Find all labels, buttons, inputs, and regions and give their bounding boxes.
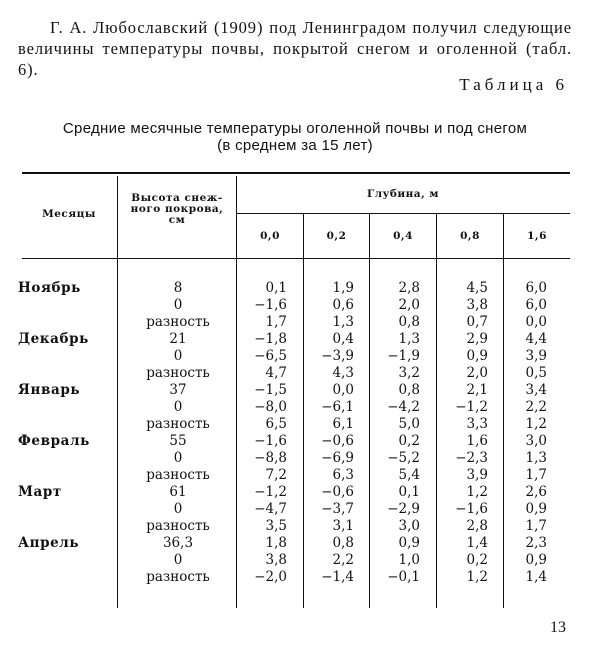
temp-cell: 0,9: [466, 348, 488, 364]
temp-cell: 0,8: [398, 382, 420, 398]
snow-cell: разность: [146, 314, 210, 330]
temp-cell: 2,0: [466, 365, 488, 381]
month-cell: [18, 399, 118, 416]
temp-cell: −0,1: [387, 569, 420, 585]
temp-cell: 3,2: [398, 365, 420, 381]
table-top-rule: [22, 172, 570, 174]
temp-cell: 1,8: [265, 535, 287, 551]
temp-cell: 7,2: [265, 467, 287, 483]
temp-cell: 0,9: [525, 552, 547, 568]
month-cell: Февраль: [18, 433, 90, 449]
snow-cell: 8: [173, 280, 183, 296]
temp-cell: −2,9: [387, 501, 420, 517]
temp-cell: 2,8: [466, 518, 488, 534]
temp-cell: 1,2: [466, 569, 488, 585]
month-cell: [18, 416, 118, 433]
temp-cell: 0,6: [332, 297, 354, 313]
temp-cell: −1,2: [254, 484, 287, 500]
temp-cell: 0,1: [265, 280, 287, 296]
temp-cell: −0,6: [321, 433, 354, 449]
temp-cell: 4,5: [466, 280, 488, 296]
month-cell: Декабрь: [18, 331, 89, 347]
table-label: Таблица 6: [459, 75, 568, 94]
snow-cell: 61: [169, 484, 187, 500]
month-cell: [18, 365, 118, 382]
temp-cell: 3,8: [466, 297, 488, 313]
caption-line-2: (в среднем за 15 лет): [217, 137, 373, 154]
temp-cell: −3,9: [321, 348, 354, 364]
temp-cell: −3,7: [321, 501, 354, 517]
snow-cell: разность: [146, 518, 210, 534]
month-cell: [18, 450, 118, 467]
temp-cell: 1,6: [466, 433, 488, 449]
temp-cell: 1,7: [265, 314, 287, 330]
depth-header-rule: [236, 213, 570, 214]
month-cell: Март: [18, 484, 62, 500]
temp-cell: 3,0: [525, 433, 547, 449]
temp-cell: 6,3: [332, 467, 354, 483]
temp-cell: 2,3: [525, 535, 547, 551]
depth-0-column: [237, 280, 287, 586]
temp-cell: 2,8: [398, 280, 420, 296]
temp-cell: −4,7: [254, 501, 287, 517]
temp-cell: 3,9: [466, 467, 488, 483]
temp-cell: 1,0: [398, 552, 420, 568]
month-cell: [18, 501, 118, 518]
temp-cell: −1,9: [387, 348, 420, 364]
temp-cell: 3,5: [265, 518, 287, 534]
month-cell: [18, 348, 118, 365]
month-cell: [18, 569, 118, 586]
temp-cell: 0,9: [525, 501, 547, 517]
temp-cell: −1,5: [254, 382, 287, 398]
header-depth-1: 0,2: [326, 230, 347, 242]
temp-cell: −1,6: [254, 433, 287, 449]
temp-cell: 2,6: [525, 484, 547, 500]
page-number: 13: [550, 619, 566, 636]
temp-cell: 1,3: [525, 450, 547, 466]
snow-cell: 0: [173, 348, 183, 364]
temp-cell: 2,2: [525, 399, 547, 415]
snow-cell: разность: [146, 569, 210, 585]
temp-cell: −8,8: [254, 450, 287, 466]
header-bottom-rule: [22, 258, 570, 259]
month-cell: Апрель: [18, 535, 80, 551]
month-cell: Ноябрь: [18, 280, 81, 296]
month-column: [18, 280, 118, 586]
temp-cell: 2,0: [398, 297, 420, 313]
temp-cell: 1,2: [525, 416, 547, 432]
temp-cell: −1,6: [455, 501, 488, 517]
temp-cell: 1,4: [525, 569, 547, 585]
temp-cell: 1,3: [332, 314, 354, 330]
temp-cell: −1,4: [321, 569, 354, 585]
header-months: Месяцы: [42, 208, 96, 220]
header-depth-2: 0,4: [393, 230, 413, 242]
temp-cell: 4,7: [265, 365, 287, 381]
temp-cell: 0,2: [466, 552, 488, 568]
header-depth: Глубина, м: [366, 188, 440, 200]
temp-cell: 0,5: [525, 365, 547, 381]
snow-cell: 0: [173, 552, 183, 568]
temp-cell: 3,1: [332, 518, 354, 534]
snow-cell: разность: [146, 416, 210, 432]
temp-cell: 0,8: [332, 535, 354, 551]
header-snow-depth: Высота снеж- ного покрова, см: [130, 192, 224, 226]
temp-cell: −8,0: [254, 399, 287, 415]
temp-cell: 6,5: [265, 416, 287, 432]
temp-cell: 1,3: [398, 331, 420, 347]
depth-2-column: [370, 280, 420, 586]
header-depth-3: 0,8: [460, 230, 480, 242]
table-caption: [0, 120, 590, 154]
temp-cell: 2,9: [466, 331, 488, 347]
snow-cell: 21: [169, 331, 187, 347]
temp-cell: 2,1: [466, 382, 488, 398]
snow-cell: разность: [146, 365, 210, 381]
month-cell: [18, 314, 118, 331]
temp-cell: −6,1: [321, 399, 354, 415]
temp-cell: 0,7: [466, 314, 488, 330]
temp-cell: −1,8: [254, 331, 287, 347]
month-cell: [18, 552, 118, 569]
temp-cell: 0,2: [398, 433, 420, 449]
header-depth-0: 0,0: [260, 230, 280, 242]
snow-cell: 0: [173, 399, 183, 415]
temp-cell: 3,3: [466, 416, 488, 432]
temp-cell: −2,3: [455, 450, 488, 466]
temp-cell: 0,0: [525, 314, 547, 330]
snow-cell: 55: [169, 433, 187, 449]
temp-cell: −6,9: [321, 450, 354, 466]
temp-cell: −1,2: [455, 399, 488, 415]
temp-cell: 1,4: [466, 535, 488, 551]
temp-cell: 5,4: [398, 467, 420, 483]
month-cell: [18, 297, 118, 314]
caption-line-1: Средние месячные температуры оголенной почвы и под снегом: [62, 120, 528, 137]
temp-cell: −6,5: [254, 348, 287, 364]
temp-cell: 1,7: [525, 518, 547, 534]
snow-cell: 0: [173, 501, 183, 517]
temp-cell: 0,8: [398, 314, 420, 330]
temp-cell: 1,2: [466, 484, 488, 500]
month-cell: Январь: [18, 382, 81, 398]
snow-cell: 36,3: [162, 535, 194, 551]
temp-cell: 1,9: [332, 280, 354, 296]
temp-cell: 0,0: [332, 382, 354, 398]
month-cell: [18, 518, 118, 535]
depth-4-column: [504, 280, 547, 586]
month-cell: [18, 467, 118, 484]
temp-cell: 0,4: [332, 331, 354, 347]
temp-cell: 5,0: [398, 416, 420, 432]
intro-paragraph: Г. А. Любославский (1909) под Ленинградом получил следующие величины температуры почвы, покрытой снегом и оголенной (табл. 6).: [18, 17, 572, 79]
temp-cell: 3,8: [265, 552, 287, 568]
temp-cell: −4,2: [387, 399, 420, 415]
snow-cell: разность: [146, 467, 210, 483]
temp-cell: −0,6: [321, 484, 354, 500]
snow-cell: 37: [169, 382, 187, 398]
temp-cell: 4,3: [332, 365, 354, 381]
temp-cell: 6,0: [525, 280, 547, 296]
temp-cell: 3,9: [525, 348, 547, 364]
temp-cell: 0,9: [398, 535, 420, 551]
temp-cell: 0,1: [398, 484, 420, 500]
temp-cell: 3,4: [525, 382, 547, 398]
temp-cell: 1,7: [525, 467, 547, 483]
temp-cell: 3,0: [398, 518, 420, 534]
temp-cell: −2,0: [254, 569, 287, 585]
temp-cell: −1,6: [254, 297, 287, 313]
temp-cell: 4,4: [525, 331, 547, 347]
depth-3-column: [437, 280, 488, 586]
snow-cell: 0: [173, 450, 183, 466]
temp-cell: 2,2: [332, 552, 354, 568]
snow-column: [120, 280, 236, 586]
temp-cell: 6,1: [332, 416, 354, 432]
temp-cell: 6,0: [525, 297, 547, 313]
snow-cell: 0: [173, 297, 183, 313]
temp-cell: −5,2: [387, 450, 420, 466]
header-depth-4: 1,6: [527, 230, 547, 242]
depth-1-column: [304, 280, 354, 586]
